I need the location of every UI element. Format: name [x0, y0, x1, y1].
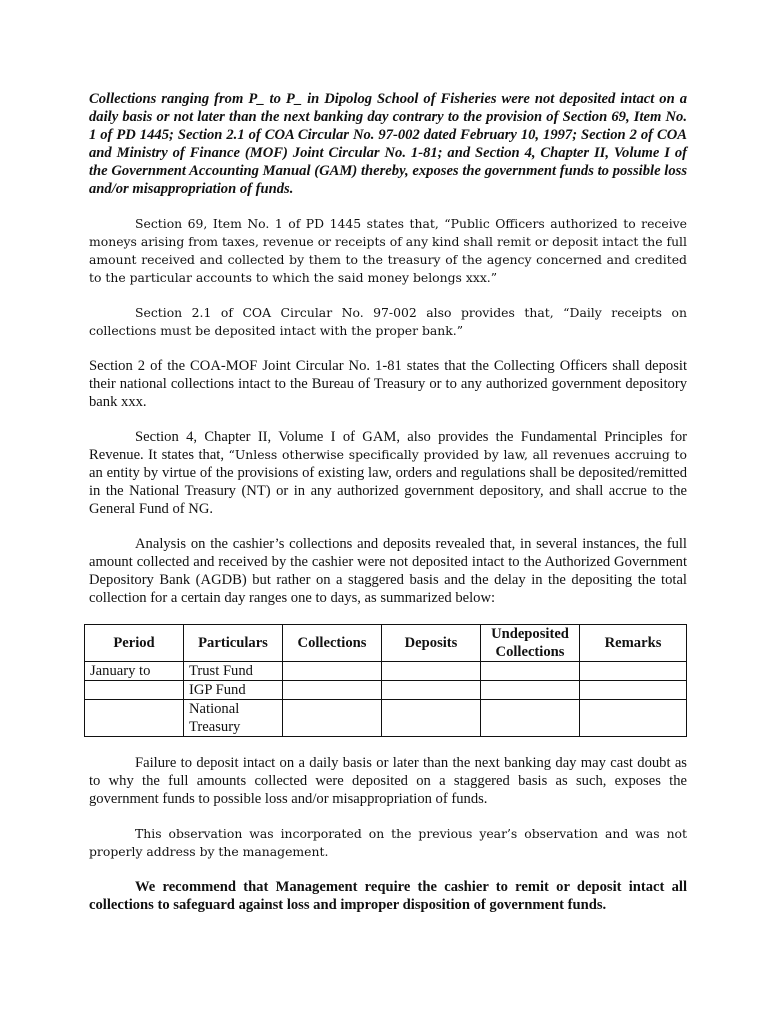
cell-remarks: [580, 681, 687, 700]
recommendation: We recommend that Management require the cashier to remit or deposit intact all collections to safeguard against loss and improper disposition of government funds.: [89, 879, 687, 913]
observation-heading: Collections ranging from P_ to P_ in Dipolog School of Fisheries were not deposited intact on a daily basis or not later than the next banking day contrary to the provision of Section 69, Item No. 1 of PD 1445; Section 2.1 of COA Circular No. 97-002 dated February 10, 1997; Section 2 of COA and Ministry of Finance (MOF) Joint Circular No. 1-81; and Section 4, Chapter II, Volume I of the Government Accounting Manual (GAM) thereby, exposes the government funds to possible loss and/or misappropriation of funds.: [89, 91, 687, 197]
cell-deposits: [382, 662, 481, 681]
paragraph-coa-circular: [89, 304, 687, 340]
table-row: [85, 700, 687, 737]
paragraph-analysis: Analysis on the cashier’s collections and deposits revealed that, in several instances, the full amount collected and received by the cashier were not deposited intact to the Authorized Government Depository Bank (AGDB) but rather on a staggered basis and the delay in the depositing the total collection for a certain day ranges one to days, as summarized below:: [89, 536, 687, 606]
cell-undeposited: [481, 700, 580, 737]
gam-intro: Section 4, Chapter II, Volume I of GAM, also provides the Fundamental Principles for Revenue. It states that,: [89, 429, 687, 463]
paragraph-joint-circular: Section 2 of the COA-MOF Joint Circular No. 1-81 states that the Collecting Officers shall deposit their national collections intact to the Bureau of Treasury or to any authorized government depository bank xxx.: [89, 358, 687, 410]
cell-undeposited: [481, 681, 580, 700]
paragraph-gam: [89, 428, 687, 518]
header-remarks: Remarks: [580, 625, 687, 662]
cell-remarks: [580, 662, 687, 681]
cell-deposits: [382, 681, 481, 700]
table-header-row: [85, 625, 687, 662]
header-particulars: Particulars: [184, 625, 283, 662]
cell-remarks: [580, 700, 687, 737]
cell-period: [85, 681, 184, 700]
gam-quote-rest: an entity by virtue of the provisions of existing law, orders and regulations shall be deposited/remitted in the National Treasury (NT) or in any authorized government depository, and shall accrue to the General Fund of NG.: [89, 465, 687, 517]
cell-period: January to: [85, 662, 184, 681]
cell-collections: [283, 681, 382, 700]
cell-undeposited: [481, 662, 580, 681]
previous-observation-start: This observation was incorporated on the previous year’s observation and was not properly address by the management.: [89, 826, 687, 859]
paragraph-previous-observation: [89, 825, 687, 861]
paragraph-failure: Failure to deposit intact on a daily basis or later than the next banking day may cast doubt as to why the full amounts collected were deposited on a staggered basis as such, exposes the government funds to possible loss and/or misappropriation of funds.: [89, 755, 687, 807]
coa-circular-text: Section 2.1 of COA Circular No. 97-002 also provides that, “Daily receipts on collections must be deposited intact with the proper bank.”: [89, 305, 687, 338]
cell-period: [85, 700, 184, 737]
table-row: [85, 681, 687, 700]
header-undeposited: Undeposited Collections: [481, 625, 580, 662]
header-deposits: Deposits: [382, 625, 481, 662]
paragraph-pd1445: Section 69, Item No. 1 of PD 1445 states that, “Public Officers authorized to receive moneys arising from taxes, revenue or receipts of any kind shall remit or deposit intact the full amount received and collected by them to the treasury of the agency concerned and credited to the particular accounts to which the said money belongs xxx.”: [89, 216, 687, 285]
cell-collections: [283, 662, 382, 681]
cell-particulars: National Treasury: [184, 700, 283, 737]
table-row: [85, 662, 687, 681]
cell-collections: [283, 700, 382, 737]
collections-table: [84, 624, 687, 737]
cell-deposits: [382, 700, 481, 737]
cell-particulars: IGP Fund: [184, 681, 283, 700]
gam-quote-start: “Unless otherwise specifically provided by law, all revenues accruing to: [228, 447, 687, 462]
header-period: Period: [85, 625, 184, 662]
header-collections: Collections: [283, 625, 382, 662]
cell-particulars: Trust Fund: [184, 662, 283, 681]
document-page: [89, 90, 687, 914]
